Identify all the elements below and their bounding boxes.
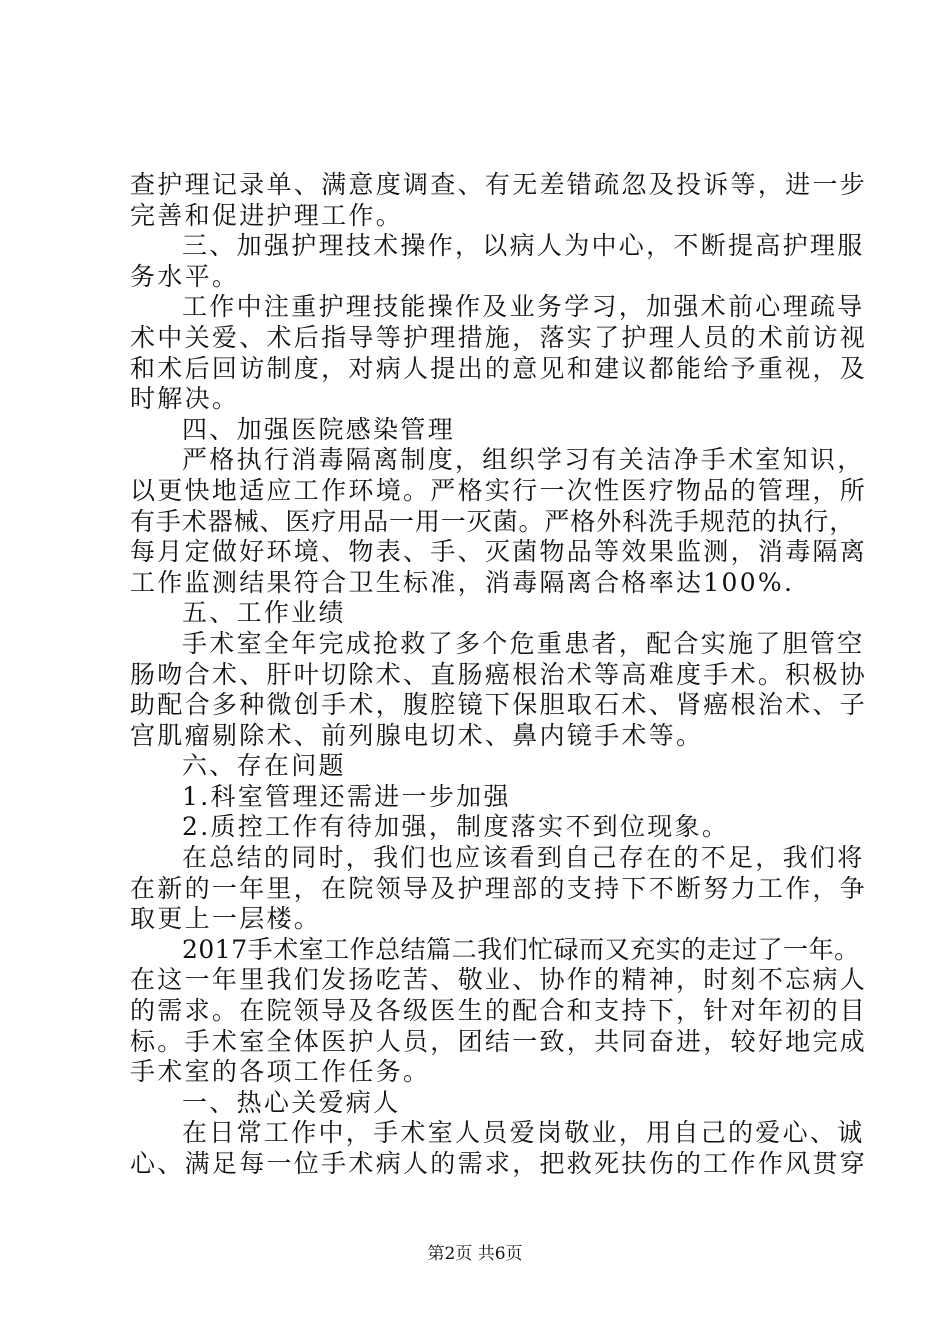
document-body [130, 170, 868, 1180]
text-line: 2017手术室工作总结篇二我们忙碌而又充实的走过了一年。 [182, 934, 860, 964]
text-line: 三、加强护理技术操作，以病人为中心，不断提高护理服 [182, 231, 865, 261]
text-line: 取更上一层楼。 [130, 904, 322, 934]
text-line: 完善和促进护理工作。 [130, 200, 404, 230]
text-line: 在这一年里我们发扬吃苦、敬业、协作的精神，时刻不忘病人 [130, 965, 868, 995]
text-line: 2.质控工作有待加强，制度落实不到位现象。 [182, 812, 730, 842]
text-line: 时解决。 [130, 384, 240, 414]
text-line: 四、加强医院感染管理 [182, 414, 456, 444]
text-line: 标。手术室全体医护人员，团结一致，共同奋进，较好地完成 [130, 1026, 868, 1056]
text-line: 务水平。 [130, 261, 240, 291]
text-line: 每月定做好环境、物表、手、灭菌物品等效果监测，消毒隔离 [130, 537, 868, 567]
text-line: 工作中注重护理技能操作及业务学习，加强术前心理疏导 [182, 292, 865, 322]
text-line: 和术后回访制度，对病人提出的意见和建议都能给予重视，及 [130, 353, 868, 383]
text-line: 肠吻合术、肝叶切除术、直肠癌根治术等高难度手术。积极协 [130, 659, 868, 689]
text-line: 手术室全年完成抢救了多个危重患者，配合实施了胆管空 [182, 628, 865, 658]
text-line: 心、满足每一位手术病人的需求，把救死扶伤的工作作风贯穿 [130, 1149, 868, 1178]
text-line: 宫肌瘤剔除术、前列腺电切术、鼻内镜手术等。 [130, 720, 704, 750]
text-line: 在新的一年里，在院领导及护理部的支持下不断努力工作，争 [130, 873, 868, 903]
text-line: 在日常工作中，手术室人员爱岗敬业，用自己的爱心、诚 [182, 1118, 865, 1148]
text-line: 工作监测结果符合卫生标准，消毒隔离合格率达100%. [130, 567, 795, 597]
text-line: 1.科室管理还需进一步加强 [182, 781, 511, 811]
text-line: 术中关爱、术后指导等护理措施，落实了护理人员的术前访视 [130, 322, 868, 352]
text-line: 在总结的同时，我们也应该看到自己存在的不足，我们将 [182, 843, 865, 873]
text-line: 六、存在问题 [182, 751, 346, 781]
text-line: 助配合多种微创手术，腹腔镜下保胆取石术、肾癌根治术、子 [130, 690, 868, 720]
text-line: 的需求。在院领导及各级医生的配合和支持下，针对年初的目 [130, 996, 868, 1026]
text-line: 手术室的各项工作任务。 [130, 1057, 431, 1087]
text-line: 严格执行消毒隔离制度，组织学习有关洁净手术室知识， [182, 445, 865, 475]
text-line: 一、热心关爱病人 [182, 1087, 401, 1117]
text-line: 有手术器械、医疗用品一用一灭菌。严格外科洗手规范的执行， [130, 506, 856, 536]
text-line: 以更快地适应工作环境。严格实行一次性医疗物品的管理，所 [130, 475, 868, 505]
text-line: 五、工作业绩 [182, 598, 346, 628]
page-footer: 第2页 共6页 [427, 1244, 523, 1264]
text-line: 查护理记录单、满意度调查、有无差错疏忽及投诉等，进一步 [130, 170, 868, 199]
